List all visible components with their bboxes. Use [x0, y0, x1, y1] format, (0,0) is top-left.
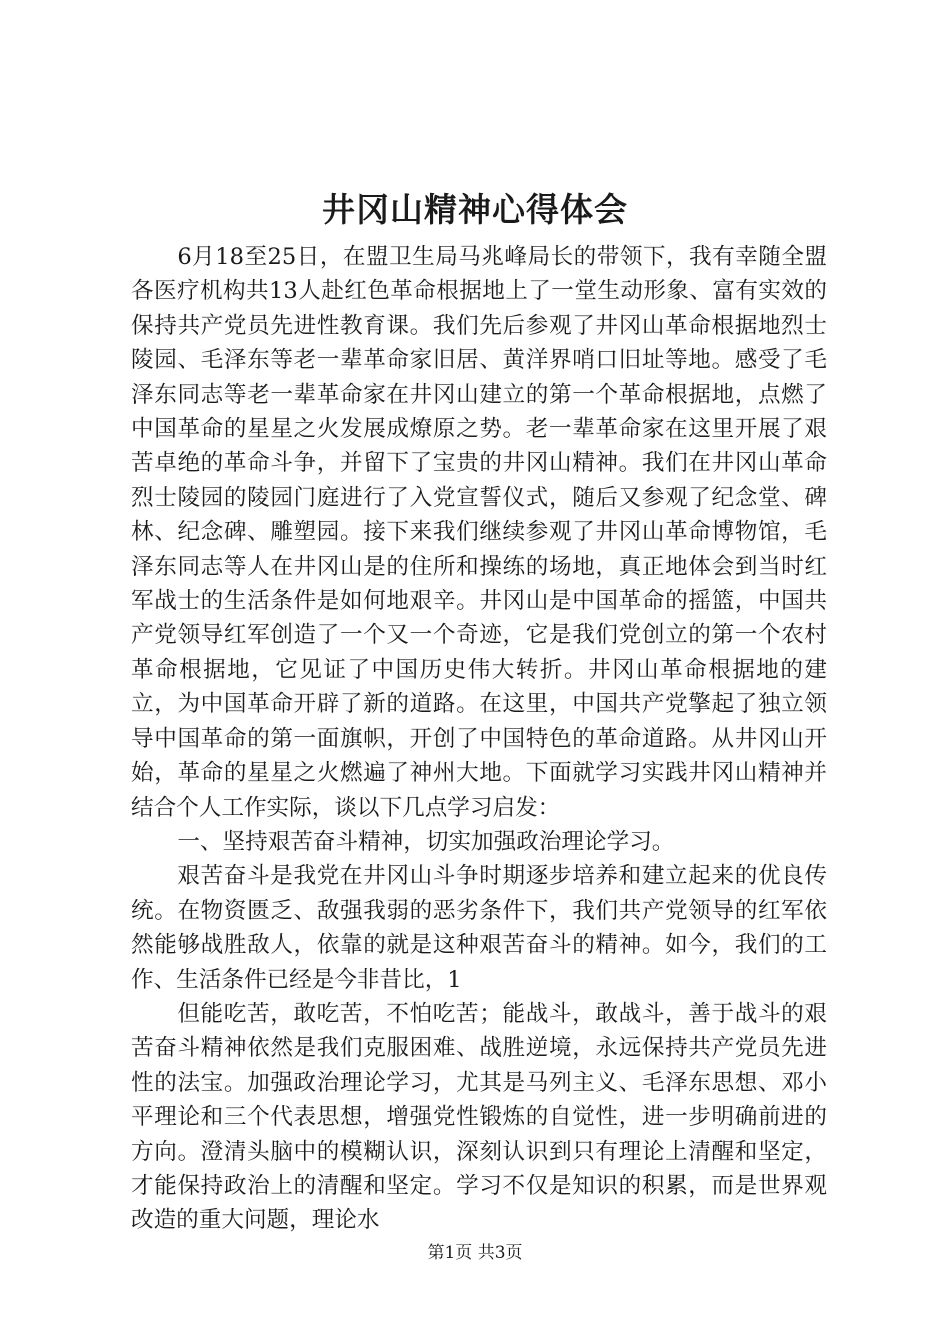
page-number-footer: 第1页 共3页	[427, 1243, 523, 1263]
paragraph-hardship: 艰苦奋斗是我党在井冈山斗争时期逐步培养和建立起来的优良传统。在物资匮乏、敌强我弱的恶劣条件下，我们共产党领导的红军依然能够战胜敌人，依靠的就是这种艰苦奋斗的精神。如今，我们的工作、生活条件已经是今非昔比，1	[131, 863, 827, 993]
document-body	[131, 240, 827, 1238]
document-title: 井冈山精神心得体会	[322, 190, 628, 229]
paragraph-heading-one: 一、坚持艰苦奋斗精神，切实加强政治理论学习。	[177, 828, 675, 855]
paragraph-intro: 6月18至25日，在盟卫生局马兆峰局长的带领下，我有幸随全盟各医疗机构共13人赴红色革命根据地上了一堂生动形象、富有实效的保持共产党员先进性教育课。我们先后参观了井冈山革命根据地烈士陵园、毛泽东等老一辈革命家旧居、黄洋界哨口旧址等地。感受了毛泽东同志等老一辈革命家在井冈山建立的第一个革命根据地，点燃了中国革命的星星之火发展成燎原之势。老一辈革命家在这里开展了艰苦卓绝的革命斗争，并留下了宝贵的井冈山精神。我们在井冈山革命烈士陵园的陵园门庭进行了入党宣誓仪式，随后又参观了纪念堂、碑林、纪念碑、雕塑园。接下来我们继续参观了井冈山革命博物馆，毛泽东同志等人在井冈山是的住所和操练的场地，真正地体会到当时红军战士的生活条件是如何地艰辛。井冈山是中国革命的摇篮，中国共产党领导红军创造了一个又一个奇迹，它是我们党创立的第一个农村革命根据地，它见证了中国历史伟大转折。井冈山革命根据地的建立，为中国革命开辟了新的道路。在这里，中国共产党擎起了独立领导中国革命的第一面旗帜，开创了中国特色的革命道路。从井冈山开始，革命的星星之火燃遍了神州大地。下面就学习实践井冈山精神并结合个人工作实际，谈以下几点学习启发：	[131, 244, 827, 821]
paragraph-theory-study: 但能吃苦，敢吃苦，不怕吃苦；能战斗，敢战斗，善于战斗的艰苦奋斗精神依然是我们克服困难、战胜逆境，永远保持共产党员先进性的法宝。加强政治理论学习，尤其是马列主义、毛泽东思想、邓小平理论和三个代表思想，增强党性锻炼的自觉性，进一步明确前进的方向。澄清头脑中的模糊认识，深刻认识到只有理论上清醒和坚定，才能保持政治上的清醒和坚定。学习不仅是知识的积累，而是世界观改造的重大问题，理论水	[131, 1000, 827, 1234]
